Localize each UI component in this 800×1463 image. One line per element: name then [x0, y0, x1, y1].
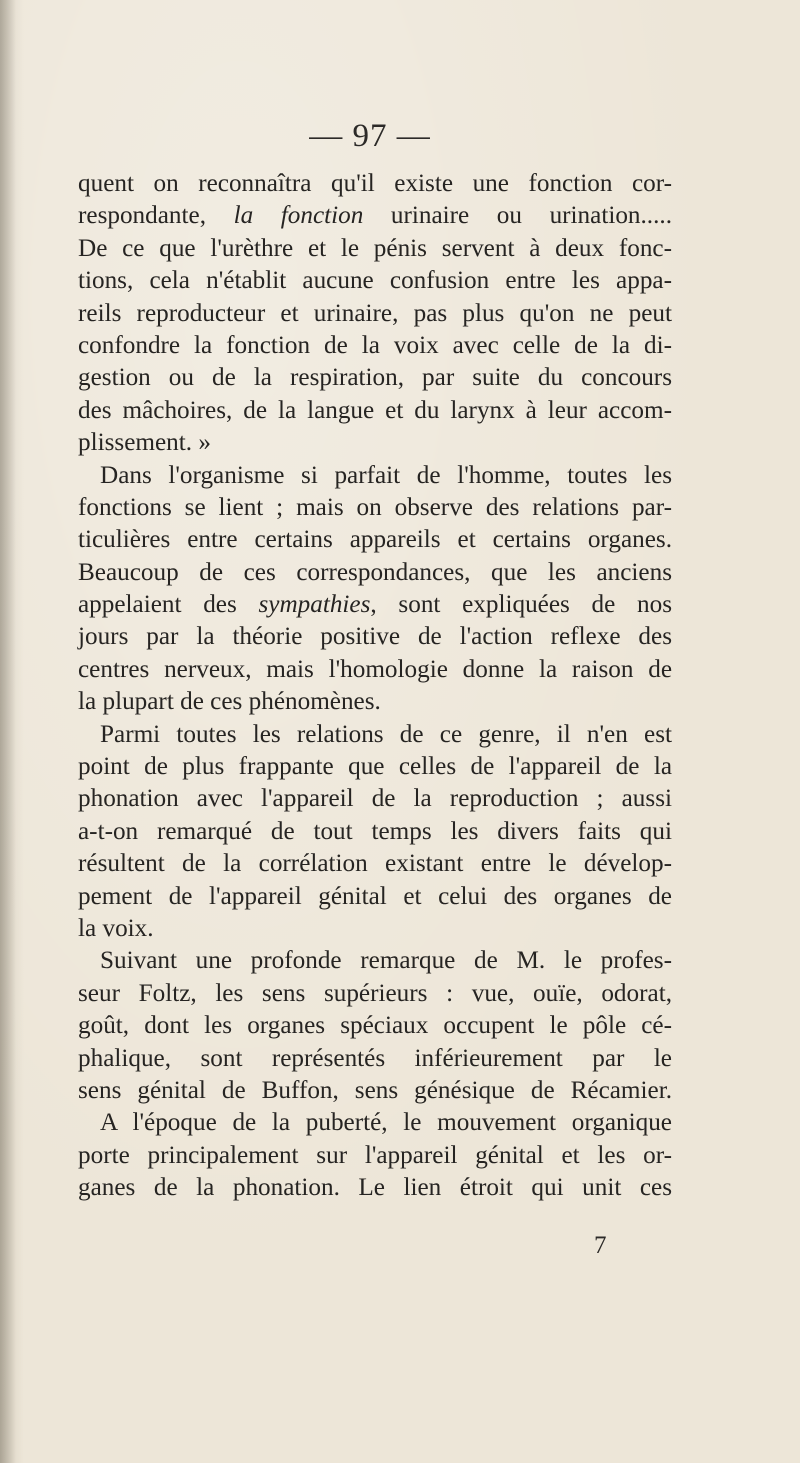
- text-line: Suivant une profonde remarque de M. le profes-: [100, 947, 672, 975]
- text-line: point de plus frappante que celles de l'appareil de la: [78, 753, 672, 781]
- page-edge-shadow: [0, 0, 16, 1463]
- text-line: ganes de la phonation. Le lien étroit qui unit ces: [78, 1174, 672, 1202]
- text-segment: respondante,: [78, 202, 234, 230]
- text-line: plissement. »: [78, 429, 211, 457]
- text-line: quent on reconnaîtra qu'il existe une fonction cor-: [78, 170, 672, 197]
- text-line: gestion ou de la respiration, par suite du concours: [78, 364, 672, 392]
- italic-term: la fonction: [233, 202, 364, 230]
- text-line: reils reproducteur et urinaire, pas plus qu'on ne peut: [78, 299, 672, 327]
- text-line: A l'époque de la puberté, le mouvement organique: [100, 1109, 672, 1137]
- text-line: centres nerveux, mais l'homologie donne la raison de: [78, 655, 672, 683]
- signature-mark: 7: [594, 1232, 607, 1259]
- text-line: résultent de la corrélation existant entre le dévelop-: [78, 850, 672, 878]
- text-segment: , sont expliquées de nos: [370, 591, 672, 619]
- text-line: des mâchoires, de la langue et du larynx à leur accom-: [78, 396, 672, 424]
- text-line: [78, 589, 672, 621]
- text-line: pement de l'appareil génital et celui des organes de: [78, 882, 672, 910]
- text-line: phonation avec l'appareil de la reproduction ; aussi: [78, 785, 672, 813]
- text-line: De ce que l'urèthre et le pénis servent à deux fonc-: [78, 234, 672, 262]
- text-line: a-t-on remarqué de tout temps les divers faits qui: [78, 817, 672, 845]
- text-line: Parmi toutes les relations de ce genre, il n'en est: [100, 720, 672, 748]
- text-line: Beaucoup de ces correspondances, que les anciens: [78, 558, 672, 586]
- text-segment: appelaient des: [78, 591, 259, 619]
- text-line: phalique, sont représentés inférieurement par le: [78, 1044, 672, 1072]
- text-line: confondre la fonction de la voix avec celle de la di-: [78, 331, 672, 359]
- text-line: goût, dont les organes spéciaux occupent le pôle cé-: [78, 1012, 672, 1040]
- page-number: — 97 —: [309, 118, 431, 154]
- text-line: Dans l'organisme si parfait de l'homme, toutes les: [100, 461, 672, 489]
- text-line: sens génital de Buffon, sens génésique de Récamier.: [78, 1076, 672, 1104]
- text-line: la plupart de ces phénomènes.: [78, 688, 381, 716]
- text-line: fonctions se lient ; mais on observe des relations par-: [78, 493, 672, 521]
- text-line: jours par la théorie positive de l'action reflexe des: [78, 623, 672, 651]
- text-line: seur Foltz, les sens supérieurs : vue, ouïe, odorat,: [78, 979, 672, 1007]
- text-segment: urinaire ou urination.....: [363, 202, 672, 230]
- text-line: porte principalement sur l'appareil génital et les or-: [78, 1141, 672, 1169]
- body-text: [78, 168, 672, 1205]
- text-line: tions, cela n'établit aucune confusion entre les appa-: [78, 267, 672, 295]
- italic-term: sympathies: [258, 591, 371, 619]
- text-line: ticulières entre certains appareils et certains organes.: [78, 526, 672, 554]
- text-line: la voix.: [78, 914, 154, 942]
- text-line: [78, 200, 672, 232]
